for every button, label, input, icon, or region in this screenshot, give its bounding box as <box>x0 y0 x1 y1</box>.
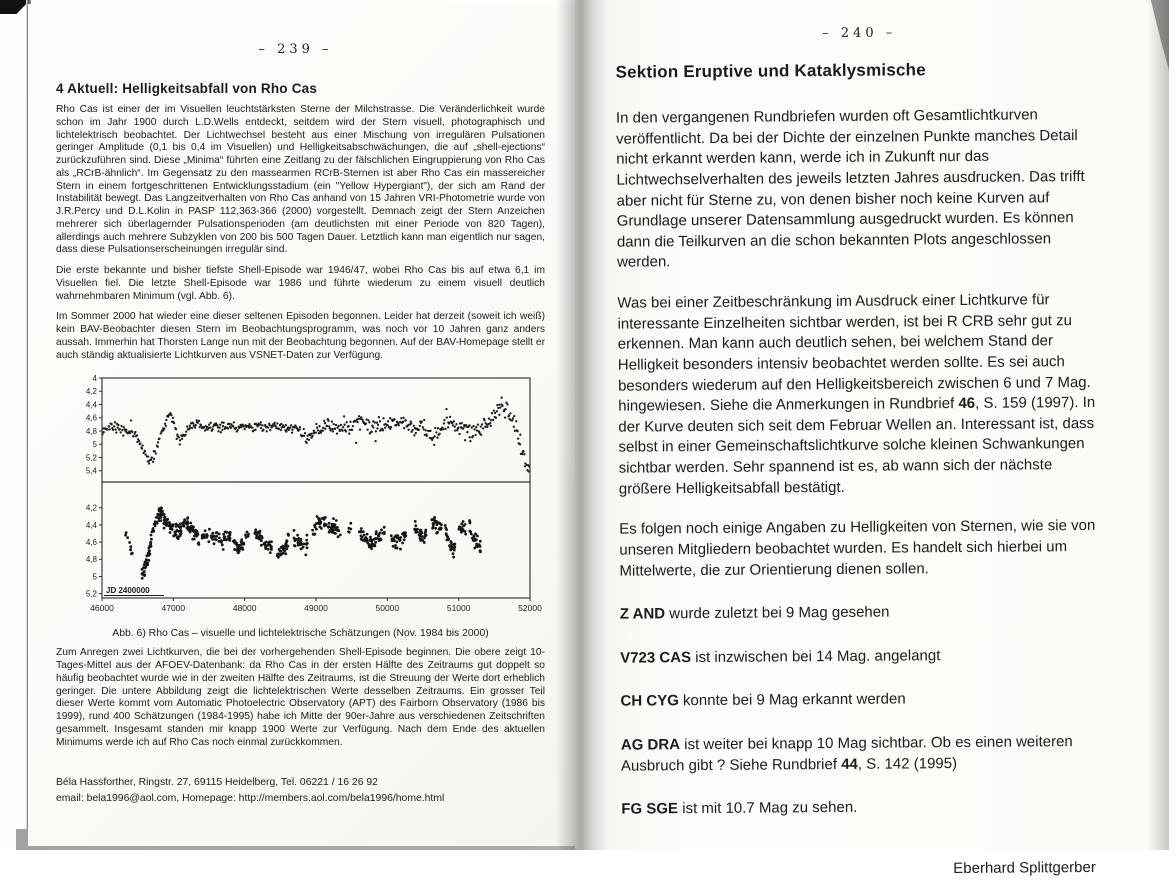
contact-email-homepage: email: bela1996@aol.com, Homepage: http://members.aol.com/bela1996/home.html <box>56 792 445 804</box>
paragraph-angaben: Es folgen noch einige Angaben zu Helligkeiten von Sternen, wie sie von unseren Mitgliedern beobachtet wurden. Es handelt sich hierbei um Mittelwerte, die zur Orientierung dienen sollen. <box>619 517 1096 580</box>
paragraph-figure-discussion: Zum Anregen zwei Lichtkurven, die bei der vorhergehenden Shell-Episode beginnen. Die obere zeigt 10-Tages-Mittel aus der AFOEV-Datenbank: da Rho Cas in der ersten Hälfte des Zeitraums gut doppelt so häufig beobachtet wurde wie in der zweiten Hälfte des Zeitraums, ist die Streuung der Werte dort erheblich geringer. Die untere Abbildung zeigt die lichtelektrischen Werte desselben Zeitraums. Ein grosser Teil dieser Werte kommt vom Automatic Photoelectric Observatory (APT) des Fairborn Observatory (1986 bis 1999), rund 400 Schätzungen (1984-1995) habe ich Mitte der 90er-Jahre aus verschiedenen Zeitschriften gesammelt. Insgesamt standen mir knapp 1900 Werte zur Verfügung. Nach dem Ende des aktuellen Minimums werde ich auf Rho Cas noch einmal zurückkommen. <box>56 647 545 748</box>
page-number-left: – 239 – <box>258 42 333 57</box>
svg-text:5,4: 5,4 <box>85 466 97 476</box>
svg-text:52000: 52000 <box>518 603 542 614</box>
svg-text:51000: 51000 <box>446 603 471 614</box>
paragraph-r-crb: Was bei einer Zeitbeschränkung im Ausdruck einer Lichtkurve für interessante Einzelheiten sichtbar werden, ist bei R CRB sehr gut zu erkennen. Man kann auch deutlich sehen, bei welchem Stand der Helligkeit besonders intensiv beobachtet werden sollte. Es sei auch besonders wiederum auf den Helligkeitsbereich zwischen 6 und 7 Mag. hingewiesen. Siehe die Anmerkungen in Rundbrief 46, S. 159 (1997). In der Kurve deuten sich seit dem Februar Wellen an. Interessant ist, dass selbst in einer Gemeinschaftslichtkurve solche kleinen Schwankungen sichtbar werden. Sehr spannend ist es, ab wann sich der nächste größere Helligkeitsabfall bestätigt. <box>617 291 1096 498</box>
paragraph-rundbriefe: In den vergangenen Rundbriefen wurden oft Gesamtlichtkurven veröffentlicht. Da bei der Dichte der einzelnen Punkte manches Detail nicht erkannt werden kann, werde ich in Zukunft nur das Lichtwechselverhalten des jeweils letzten Jahres ausdrucken. Das trifft aber nicht für Sterne zu, von denen bisher noch keine Kurven auf Grundlage unserer Datensammlung ausgedruckt wurden. Es können dann die Teilkurven an die schon bekannten Plots angeschlossen werden. <box>615 106 1085 272</box>
page-number-right: – 240 – <box>822 25 897 42</box>
svg-text:4,8: 4,8 <box>85 427 97 437</box>
svg-text:4: 4 <box>92 374 97 384</box>
figure-caption: Abb. 6) Rho Cas – visuelle und lichtelektrische Schätzungen (Nov. 1984 bis 2000) <box>112 628 489 640</box>
svg-text:47000: 47000 <box>161 603 186 614</box>
lightcurve-chart <box>62 372 544 622</box>
svg-text:4,6: 4,6 <box>85 538 97 548</box>
star-note-ag-dra <box>621 732 1109 777</box>
svg-text:5,2: 5,2 <box>85 453 97 463</box>
star-note-fg-sge <box>621 796 1109 820</box>
star-name: Z AND <box>619 605 666 623</box>
star-note-text: konnte bei 9 Mag erkannt werden <box>682 690 906 710</box>
author-signature: Eberhard Splittgerber <box>953 858 1096 877</box>
star-note-v723-cas <box>620 645 1108 669</box>
svg-text:49000: 49000 <box>304 603 328 614</box>
svg-text:5,2: 5,2 <box>85 589 97 599</box>
star-name: CH CYG <box>620 692 679 711</box>
svg-text:4,2: 4,2 <box>85 387 97 397</box>
star-note-z-and <box>620 601 1108 625</box>
contact-address: Béla Hassforther, Ringstr. 27, 69115 Heidelberg, Tel. 06221 / 16 26 92 <box>56 777 378 789</box>
contact-info <box>56 775 545 806</box>
section-heading: Sektion Eruptive und Kataklysmische <box>615 60 926 82</box>
star-note-text: ist inzwischen bei 14 Mag. angelangt <box>695 646 941 666</box>
svg-text:46000: 46000 <box>90 603 114 614</box>
star-note-text: ist weiter bei knapp 10 Mag sichtbar. Ob es einen weiteren Ausbruch gibt ? Siehe Rundbrief 44, S. 142 (1995) <box>620 733 1073 775</box>
star-note-text: ist mit 10.7 Mag zu sehen. <box>682 799 858 818</box>
star-name: FG SGE <box>621 800 679 818</box>
svg-text:4,8: 4,8 <box>85 555 97 565</box>
svg-text:48000: 48000 <box>232 603 257 614</box>
star-note-ch-cyg <box>620 688 1108 712</box>
star-name: AG DRA <box>620 736 681 754</box>
star-name: V723 CAS <box>620 648 692 667</box>
svg-text:5: 5 <box>92 440 97 450</box>
svg-text:5: 5 <box>92 572 97 582</box>
paragraph-shell-episodes: Die erste bekannte und bisher tiefste Shell-Episode war 1946/47, wobei Rho Cas bis auf etwa 6,1 im Visuellen fiel. Die letzte Shell-Episode war 1986 und führte wiederum zu einem visuell deutlich wahrnehmbaren Minimum (vgl. Abb. 6). <box>56 265 545 302</box>
star-note-text: wurde zuletzt bei 9 Mag gesehen <box>669 603 890 623</box>
paragraph-rho-cas-intro: Rho Cas ist einer der im Visuellen leuchtstärksten Sterne der Milchstrasse. Die Veränderlichkeit wurde schon im Jahr 1900 durch L.D.Wells entdeckt, seitdem wird der Stern visuell, photographisch und lichtelektrisch beobachtet. Der Lichtwechsel besteht aus einer Mischung von irregulären Pulsationen geringer Amplitude (0,1 bis 0,4 im Visuellen) und Helligkeitsabschwächungen, die auf „shell-ejections“ zurückzuführen sind. Diese „Minima“ führten eine Zeitlang zu der fälschlichen Eingruppierung von Rho Cas als „RCrB-ähnlich“. Im Gegensatz zu den massearmen RCrB-Sternen ist aber Rho Cas ein massereicher Stern in einem fortgeschrittenen Entwicklungsstadium (ein "Yellow Hypergiant"), der sich am Rand der Instabilität bewegt. Das Langzeitverhalten von Rho Cas anhand von 15 Jahren VRI-Photometrie wurde von J.R.Percy und D.L.Kolin in PASP 112,363-366 (2000) vorgestellt. Demnach zeigt der Stern Anzeichen mehrerer sich überlagernder Pulsationsperioden (am deutlichsten mit einer Periode von 820 Tagen), allerdings auch mehrere Subzyklen von 200 bis 500 Tagen Dauer. Letztlich kann man eigentlich nur sagen, dass diese Pulsationserscheinungen irregulär sind. <box>56 104 545 256</box>
svg-text:JD 2400000: JD 2400000 <box>106 586 150 596</box>
svg-text:4,4: 4,4 <box>85 521 97 531</box>
svg-text:4,2: 4,2 <box>85 503 97 513</box>
article-title: 4 Aktuell: Helligkeitsabfall von Rho Cas <box>56 81 318 96</box>
svg-text:4,6: 4,6 <box>85 413 97 423</box>
paragraph-sommer-2000: Im Sommer 2000 hat wieder eine dieser seltenen Episoden begonnen. Leider hat derzeit (soweit ich weiß) kein BAV-Beobachter diesen Stern im Beobachtungsprogramm, was noch vor 10 Jahren ganz anders aussah. Immerhin hat Thorsten Lange nun mit der Beobachtung begonnen. Auf der BAV-Homepage stellt er auch ständig aktualisierte Lichtkurven aus VSNET-Daten zur Verfügung. <box>56 311 545 361</box>
page-edge-shadow-right <box>1147 0 1169 850</box>
page-239 <box>28 4 575 846</box>
svg-text:4,4: 4,4 <box>85 400 97 410</box>
page-240 <box>575 0 1169 877</box>
svg-text:50000: 50000 <box>375 603 400 614</box>
lightcurve-figure-wrapper <box>62 372 545 627</box>
